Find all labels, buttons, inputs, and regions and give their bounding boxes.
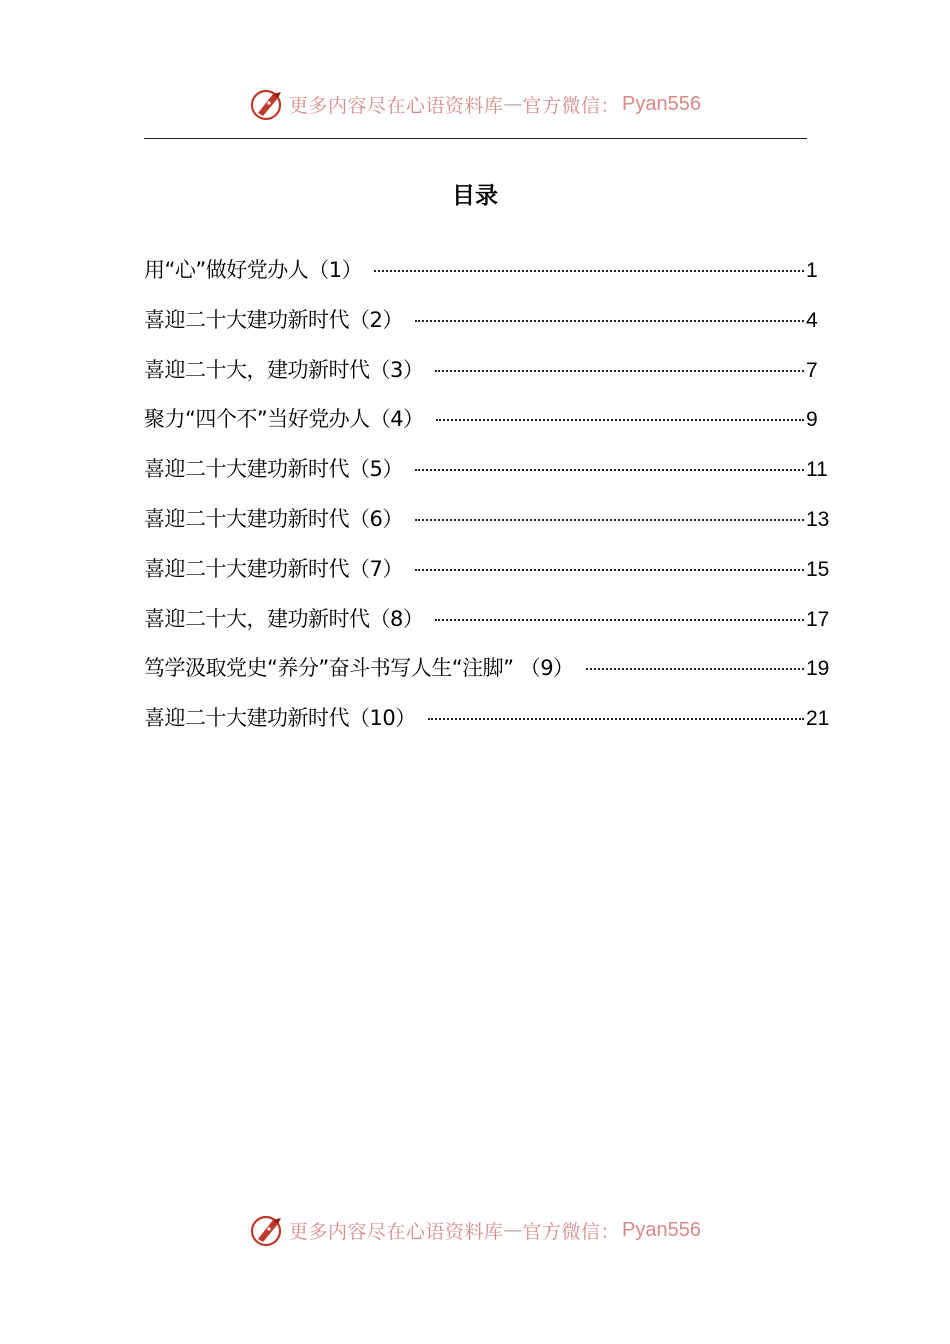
toc-entry[interactable] (144, 400, 834, 450)
banner-wechat-handle: Pyan556 (622, 1218, 701, 1241)
pen-nib-logo-icon (249, 1212, 285, 1248)
toc-entry[interactable] (144, 450, 834, 500)
footer-banner (0, 1210, 950, 1250)
toc-page-number: 9 (806, 408, 818, 432)
toc-page-number: 4 (806, 308, 818, 332)
toc-page-number: 19 (806, 657, 830, 681)
toc-entry-title: 笃学汲取党史“养分”奋斗书写人生“注脚” （9） (144, 656, 574, 681)
banner-wechat-label: 官方微信： (522, 94, 621, 117)
toc-dot-leader (428, 718, 804, 720)
toc-entry-title: 用“心”做好党办人（1） (144, 258, 363, 282)
page-title: 目录 (452, 183, 498, 209)
toc-entry-title: 喜迎二十大建功新时代（7） (144, 556, 403, 581)
toc-page-number: 21 (806, 707, 830, 731)
toc-dot-leader (415, 320, 804, 322)
toc-entry[interactable] (144, 550, 834, 600)
toc-entry-title: 喜迎二十大建功新时代（10） (144, 706, 416, 731)
toc-entry-title: 聚力“四个不”当好党办人（4） (144, 407, 424, 432)
toc-page-number: 7 (806, 358, 818, 382)
toc-page-number: 15 (806, 557, 830, 581)
toc-page-number: 13 (806, 507, 830, 531)
toc-entry-title: 喜迎二十大建功新时代（2） (144, 307, 403, 332)
banner-slogan: 更多内容尽在心语资料库 (289, 94, 504, 117)
banner-slogan: 更多内容尽在心语资料库 (289, 1220, 504, 1243)
pen-nib-logo-icon (249, 86, 285, 122)
toc-dot-leader (435, 619, 804, 621)
toc-dot-leader (415, 469, 804, 471)
toc-entry-title: 喜迎二十大，建功新时代（8） (144, 606, 424, 631)
toc-page-number: 11 (806, 458, 828, 482)
toc-entry-title: 喜迎二十大，建功新时代（3） (144, 357, 424, 382)
toc-dot-leader (374, 270, 804, 272)
toc-page-number: 17 (806, 607, 830, 631)
toc-dot-leader (436, 419, 804, 421)
banner-separator: — (503, 93, 523, 115)
banner-separator: — (503, 1219, 523, 1241)
toc-dot-leader (415, 569, 804, 571)
toc-entry[interactable] (144, 699, 834, 749)
toc-dot-leader (415, 519, 804, 521)
toc-entry[interactable] (144, 649, 834, 699)
toc-entry-title: 喜迎二十大建功新时代（5） (144, 457, 403, 482)
header-banner (0, 84, 950, 124)
toc-entry-title: 喜迎二十大建功新时代（6） (144, 506, 403, 531)
toc-entry[interactable] (144, 500, 834, 550)
toc-entry[interactable] (144, 301, 834, 351)
toc-dot-leader (586, 668, 804, 670)
toc-entry[interactable] (144, 251, 834, 301)
toc-page-number: 1 (806, 259, 818, 282)
toc-entry[interactable] (144, 600, 834, 650)
banner-wechat-handle: Pyan556 (622, 92, 701, 115)
toc-entry[interactable] (144, 351, 834, 401)
header-rule (144, 138, 807, 139)
toc-dot-leader (435, 370, 804, 372)
banner-wechat-label: 官方微信： (522, 1220, 621, 1243)
table-of-contents (144, 251, 834, 749)
